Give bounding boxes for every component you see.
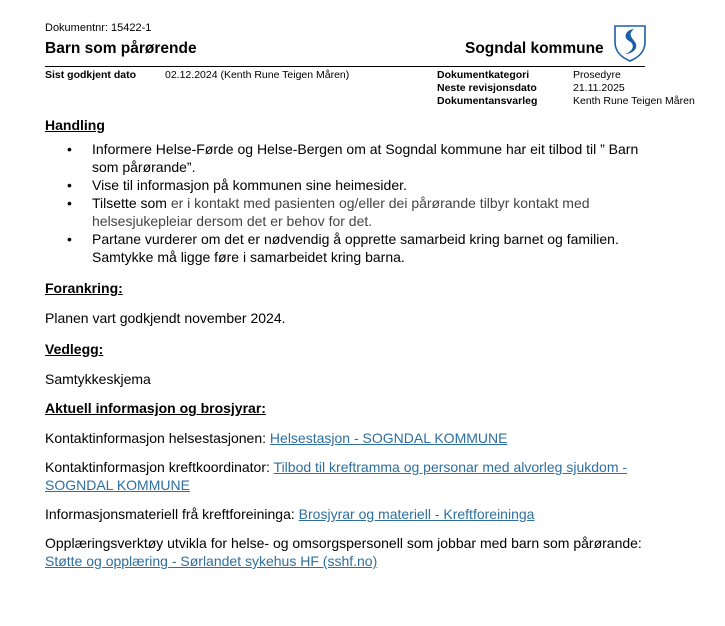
owner-value: Kenth Rune Teigen Måren	[573, 95, 695, 107]
bullet-icon: •	[67, 177, 72, 193]
list-item-text: Tilsette som	[92, 195, 171, 211]
kreftforeininga-link[interactable]: Brosjyrar og materiell - Kreftforeininga	[298, 506, 535, 522]
category-label: Dokumentkategori	[437, 69, 530, 81]
info-entry-label: Kontaktinformasjon kreftkoordinator:	[45, 459, 274, 475]
info-entry-label: Informasjonsmateriell frå kreftforeininga:	[45, 506, 299, 522]
info-entry-label: Kontaktinformasjon helsestasjonen:	[45, 430, 270, 446]
section-heading-aktuell: Aktuell informasjon og brosjyrar:	[45, 400, 266, 416]
info-entry-label: Opplæringsverktøy utvikla for helse- og omsorgspersonell som jobbar med barn som pårørande:	[45, 535, 642, 551]
approved-date-value: 02.12.2024 (Kenth Rune Teigen Måren)	[165, 69, 350, 81]
list-item-text: Informere Helse-Førde og Helse-Bergen om at Sogndal kommune har eit tilbod til ” Barn som pårørande”.	[92, 141, 639, 175]
section-heading-handling: Handling	[45, 117, 105, 133]
helsestasjon-link[interactable]: Helsestasjon - SOGNDAL KOMMUNE	[269, 430, 508, 446]
list-item-text-continued: er i kontakt med pasienten og/eller dei pårørande tilbyr kontakt med helsesjukepleiar dersom det er behov for det.	[92, 195, 590, 229]
forankring-text: Planen vart godkjendt november 2024.	[45, 310, 286, 326]
list-item	[45, 230, 655, 266]
info-entry	[45, 458, 655, 494]
header-divider	[45, 66, 645, 67]
document-number: Dokumentnr: 15422-1	[45, 22, 152, 34]
vedlegg-text: Samtykkeskjema	[45, 371, 151, 387]
list-item-text: Partane vurderer om det er nødvendig å opprette samarbeid kring barnet og familien. Samtykke må ligge føre i samarbeidet kring barna.	[92, 231, 619, 265]
info-entry	[45, 534, 655, 570]
revision-date-label: Neste revisjonsdato	[437, 82, 537, 94]
organization-name: Sogndal kommune	[465, 40, 604, 57]
section-heading-vedlegg: Vedlegg:	[45, 341, 104, 357]
kreftkoordinator-link[interactable]: Tilbod til kreftramma og personar med alvorleg sjukdom - SOGNDAL KOMMUNE	[45, 459, 628, 493]
bullet-icon: •	[67, 231, 72, 247]
owner-label: Dokumentansvarleg	[437, 95, 538, 107]
info-entry	[45, 505, 655, 523]
bullet-icon: •	[67, 141, 72, 157]
handling-list	[45, 140, 655, 266]
list-item	[45, 140, 655, 176]
sshf-link[interactable]: Støtte og opplæring - Sørlandet sykehus HF (sshf.no)	[45, 553, 378, 569]
section-heading-forankring: Forankring:	[45, 280, 123, 296]
category-value: Prosedyre	[573, 69, 621, 81]
info-entry	[45, 429, 655, 447]
approved-date-label: Sist godkjent dato	[45, 69, 137, 81]
bullet-icon: •	[67, 195, 72, 211]
list-item	[45, 176, 655, 194]
revision-date-value: 21.11.2025	[573, 82, 625, 94]
list-item	[45, 194, 655, 230]
document-title: Barn som pårørende	[45, 40, 197, 57]
coat-of-arms-icon	[613, 24, 647, 62]
list-item-text: Vise til informasjon på kommunen sine heimesider.	[92, 177, 407, 193]
document-body	[45, 116, 655, 570]
